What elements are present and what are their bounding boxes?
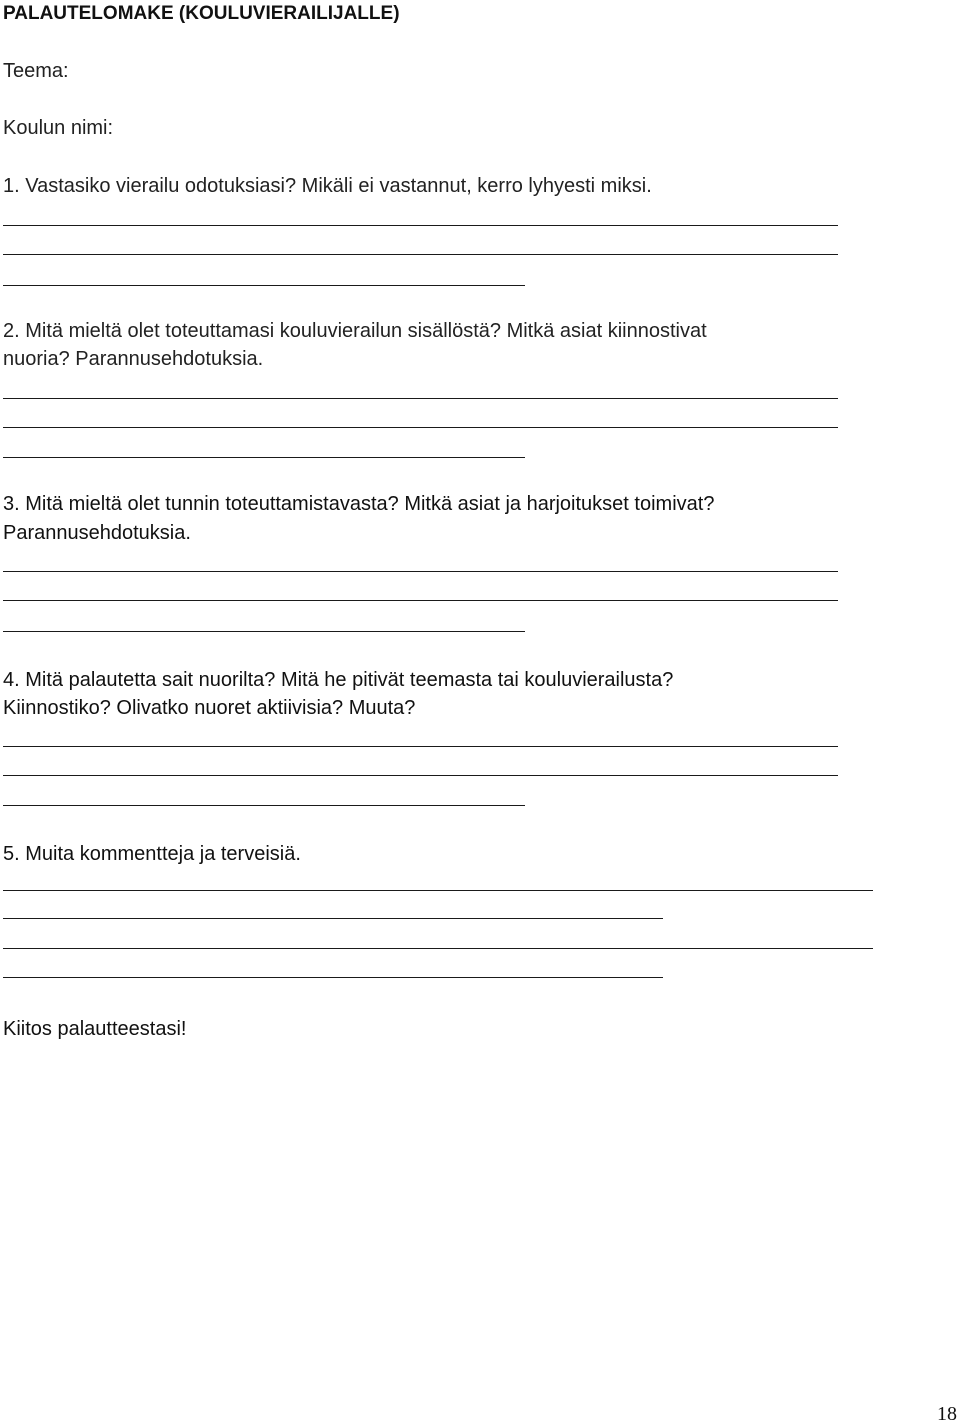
question-3-answer-line-1[interactable] — [3, 571, 838, 572]
question-4-answer-line-2[interactable] — [3, 775, 838, 776]
question-1-answer-line-1[interactable] — [3, 225, 838, 226]
question-4-text-line-1: 4. Mitä palautetta sait nuorilta? Mitä he pitivät teemasta tai kouluvierailusta? — [3, 669, 674, 691]
question-4-answer-line-1[interactable] — [3, 746, 838, 747]
question-5-answer-line-3[interactable] — [3, 948, 873, 949]
question-2-answer-line-2[interactable] — [3, 427, 838, 428]
question-3-answer-line-2[interactable] — [3, 600, 838, 601]
question-3-answer-line-3[interactable] — [3, 631, 525, 632]
question-2-text-line-1: 2. Mitä mieltä olet toteuttamasi kouluvierailun sisällöstä? Mitkä asiat kiinnostivat — [3, 320, 707, 342]
question-4-text-line-2: Kiinnostiko? Olivatko nuoret aktiivisia? Muuta? — [3, 697, 416, 719]
page-number: 18 — [937, 1403, 957, 1425]
question-4-answer-line-3[interactable] — [3, 805, 525, 806]
closing-text: Kiitos palautteestasi! — [3, 1018, 187, 1040]
theme-label: Teema: — [3, 60, 69, 82]
question-1-text: 1. Vastasiko vierailu odotuksiasi? Mikäli ei vastannut, kerro lyhyesti miksi. — [3, 175, 652, 197]
question-2-text-line-2: nuoria? Parannusehdotuksia. — [3, 348, 264, 370]
question-2-answer-line-1[interactable] — [3, 398, 838, 399]
question-5-answer-line-4[interactable] — [3, 977, 663, 978]
question-1-answer-line-3[interactable] — [3, 285, 525, 286]
form-title: PALAUTELOMAKE (KOULUVIERAILIJALLE) — [3, 3, 400, 24]
question-5-answer-line-2[interactable] — [3, 918, 663, 919]
school-name-label: Koulun nimi: — [3, 117, 114, 139]
question-3-text-line-1: 3. Mitä mieltä olet tunnin toteuttamistavasta? Mitkä asiat ja harjoitukset toimivat? — [3, 493, 715, 515]
question-5-answer-line-1[interactable] — [3, 890, 873, 891]
question-1-answer-line-2[interactable] — [3, 254, 838, 255]
question-3-text-line-2: Parannusehdotuksia. — [3, 522, 191, 544]
question-2-answer-line-3[interactable] — [3, 457, 525, 458]
question-5-text: 5. Muita kommentteja ja terveisiä. — [3, 843, 301, 865]
